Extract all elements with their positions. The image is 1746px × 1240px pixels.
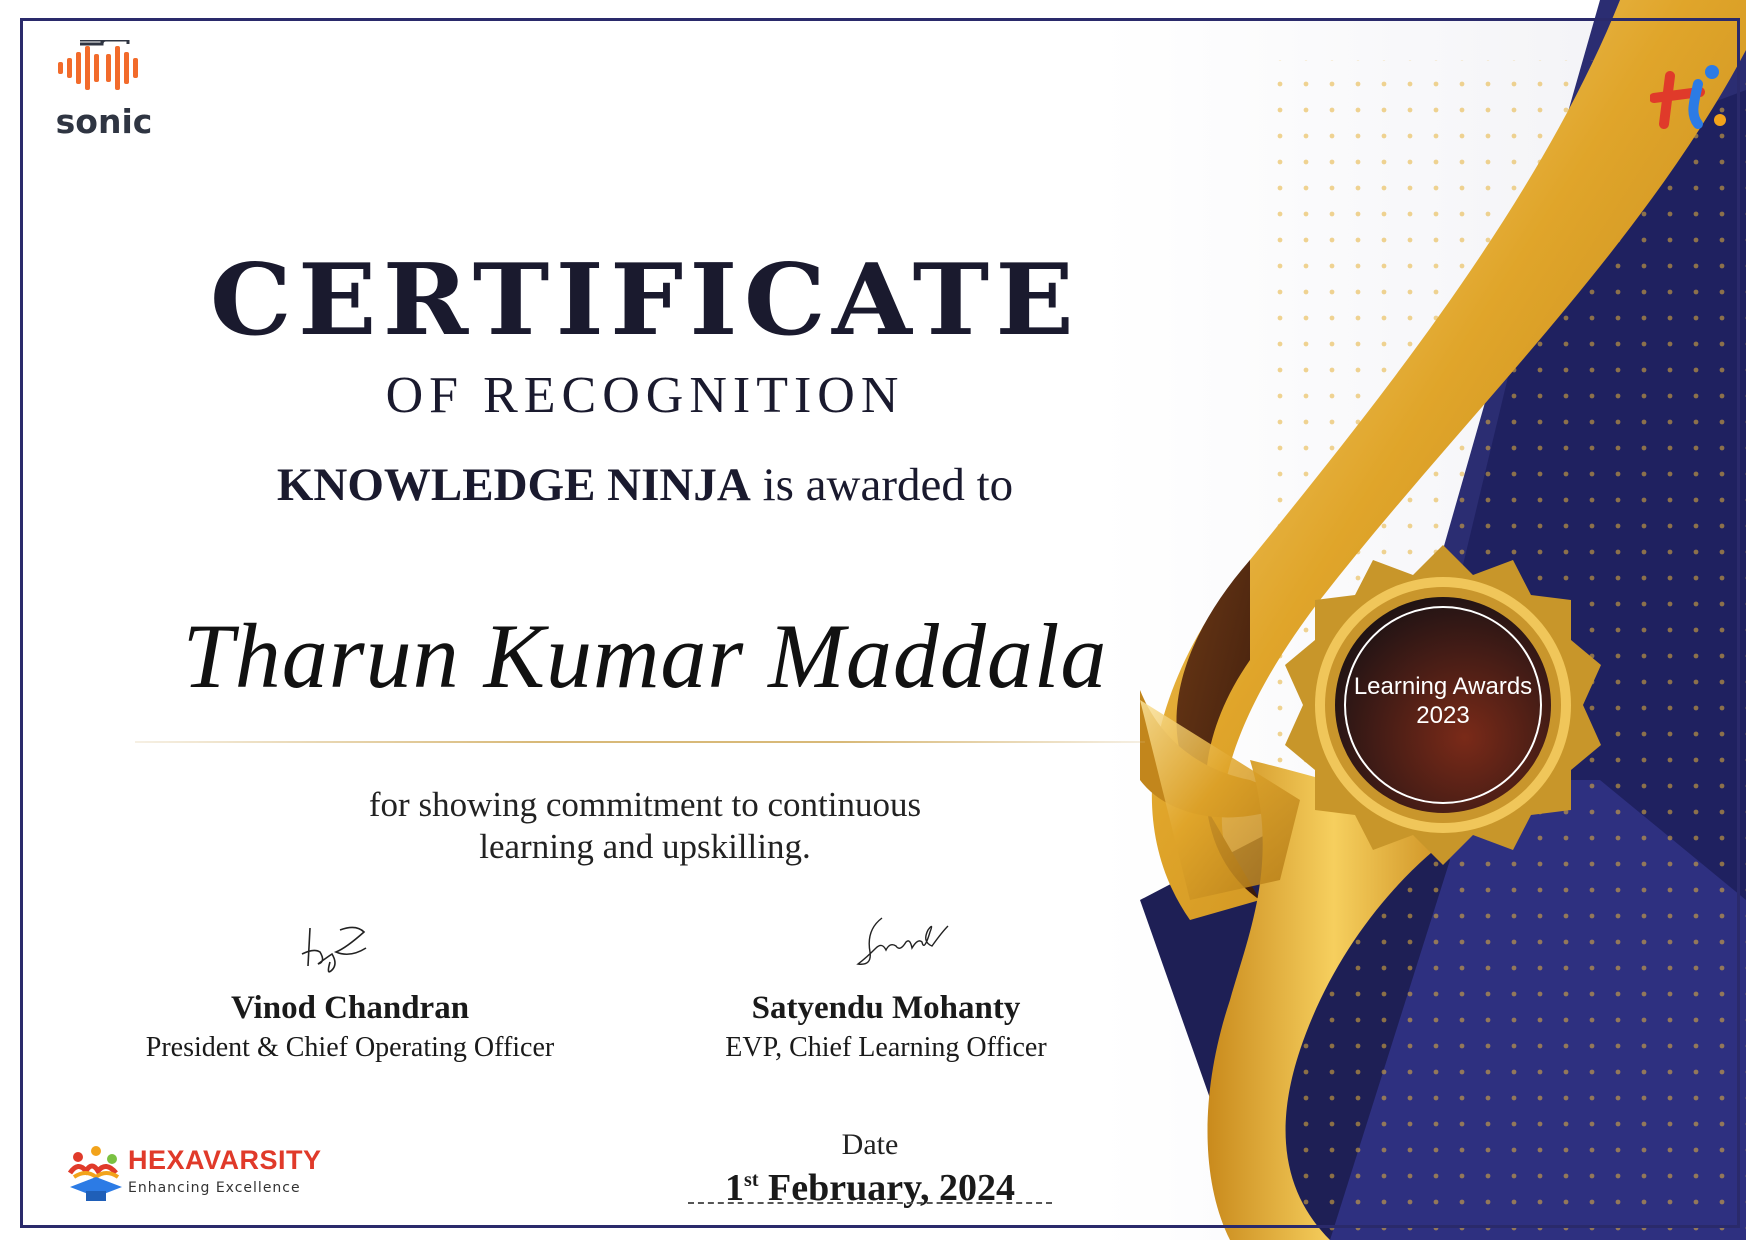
certificate-subtitle: OF RECOGNITION [385, 367, 905, 424]
name-underline [135, 741, 1145, 743]
seal-line-2: 2023 [1416, 702, 1470, 729]
signature-vinod [296, 918, 376, 978]
reason-line-1: for showing commitment to continuous [368, 785, 922, 824]
sonic-logo [54, 40, 164, 145]
date-day: 1 [725, 1167, 745, 1209]
signatory-2-name: Satyendu Mohanty [751, 990, 1021, 1026]
signatory-2 [686, 988, 1086, 1068]
sound-wave-book-icon [54, 40, 164, 100]
seal-line-1: Learning Awards [1353, 673, 1533, 700]
reason-line-2: learning and upskilling. [479, 827, 811, 866]
hi-logo-icon [1650, 58, 1734, 130]
award-name: KNOWLEDGE NINJA [276, 459, 751, 511]
certificate-title: CERTIFICATE [209, 243, 1081, 358]
hexavarsity-logo [66, 1143, 322, 1209]
date-rest: February, 2024 [758, 1167, 1015, 1209]
date-label: Date [841, 1128, 899, 1161]
award-reason [130, 784, 1160, 868]
signatory-1 [100, 988, 600, 1068]
date-suffix: st [744, 1169, 759, 1191]
signatory-2-title: EVP, Chief Learning Officer [725, 1032, 1047, 1063]
award-line [130, 459, 1160, 511]
award-suffix: is awarded to [750, 459, 1014, 511]
hexavarsity-tagline: Enhancing Excellence [128, 1180, 301, 1196]
signature-satyendu [852, 912, 952, 972]
seal-text [1323, 672, 1563, 730]
hexavarsity-emblem-icon [66, 1143, 126, 1205]
hexavarsity-name: HEXAVARSITY [128, 1145, 322, 1175]
sonic-label: sonic [55, 102, 153, 141]
date-dashed-line [688, 1202, 1052, 1204]
signatory-1-title: President & Chief Operating Officer [145, 1032, 555, 1063]
signatory-1-name: Vinod Chandran [230, 990, 470, 1026]
recipient-name: Tharun Kumar Maddala [182, 605, 1108, 707]
